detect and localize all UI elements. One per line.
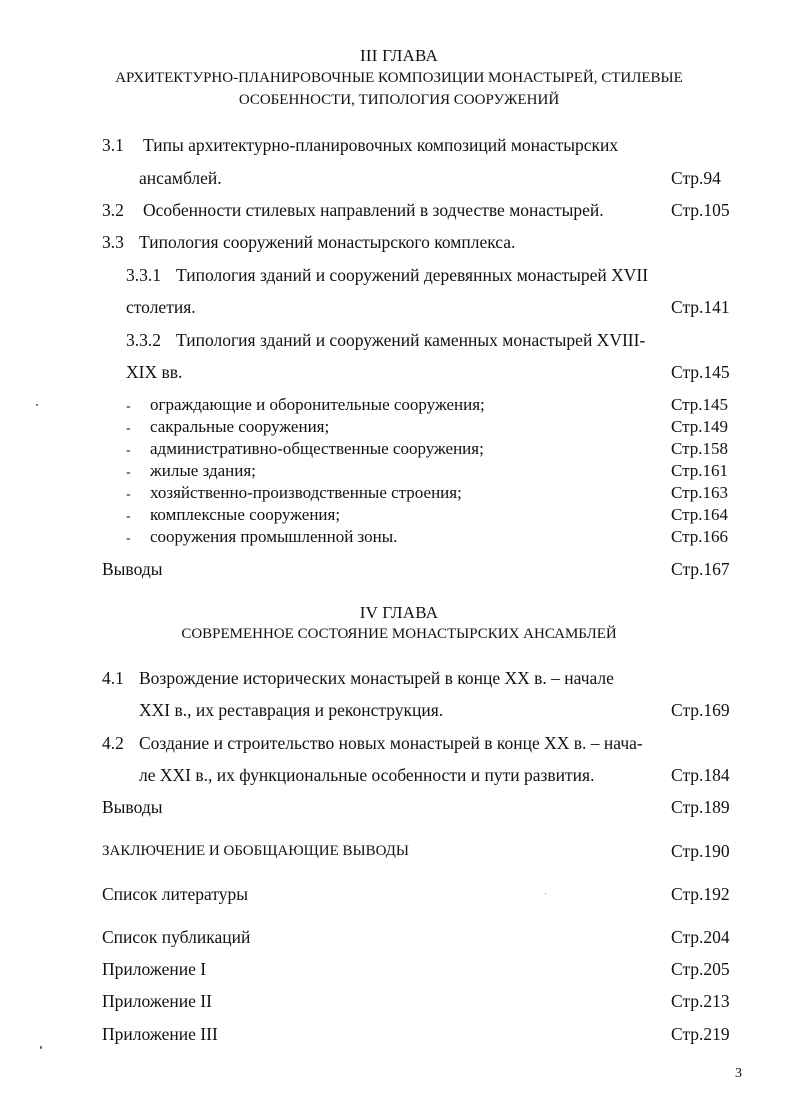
section-4-1-page: Стр.169 [671, 700, 730, 720]
list-item-page: Стр.158 [671, 439, 729, 458]
list-item-page: Стр.145 [671, 395, 729, 414]
bullet-dash: - [126, 487, 131, 502]
scan-speck [36, 404, 38, 406]
list-item: комплексные сооружения; [150, 505, 341, 524]
list-item: административно-общественные сооружения; [150, 439, 484, 458]
bullet-dash: - [126, 465, 131, 480]
section-3-1-number: 3.1 [102, 135, 124, 155]
publications-list-page: Стр.204 [671, 927, 730, 947]
section-3-3-1-number: 3.3.1 [126, 265, 161, 285]
section-3-3-title: Типология сооружений монастырского комплекса. [139, 232, 516, 252]
scan-speck [545, 893, 546, 894]
chapter-3-subtitle-line2: ОСОБЕННОСТИ, ТИПОЛОГИЯ СООРУЖЕНИЙ [238, 92, 560, 108]
page-number: 3 [735, 1066, 742, 1081]
appendix-1: Приложение I [102, 959, 207, 979]
final-conclusion: ЗАКЛЮЧЕНИЕ И ОБОБЩАЮЩИЕ ВЫВОДЫ [102, 843, 409, 859]
list-item: сооружения промышленной зоны. [150, 527, 398, 546]
chapter-3-title: III ГЛАВА [360, 46, 438, 65]
appendix-2-page: Стр.213 [671, 991, 730, 1011]
section-3-3-number: 3.3 [102, 232, 124, 252]
appendix-1-page: Стр.205 [671, 959, 730, 979]
section-3-3-1-page: Стр.141 [671, 297, 730, 317]
appendix-3-page: Стр.219 [671, 1024, 730, 1044]
scan-speck [40, 1046, 42, 1049]
section-4-1-title-line1: Возрождение исторических монастырей в конце XX в. – начале [139, 668, 614, 688]
list-item: хозяйственно-производственные строения; [150, 483, 462, 502]
chapter-4-title: IV ГЛАВА [359, 603, 439, 622]
list-item-page: Стр.166 [671, 527, 729, 546]
section-4-2-number: 4.2 [102, 733, 124, 753]
literature-list-page: Стр.192 [671, 884, 730, 904]
section-3-1-title-line2: ансамблей. [139, 168, 222, 188]
bullet-dash: - [126, 531, 131, 546]
list-item-page: Стр.161 [671, 461, 729, 480]
section-4-2-page: Стр.184 [671, 765, 730, 785]
bullet-dash: - [126, 421, 131, 436]
list-item: жилые здания; [150, 461, 256, 480]
section-3-3-2-page: Стр.145 [671, 362, 730, 382]
section-4-1-title-line2: XXI в., их реставрация и реконструкция. [139, 700, 444, 720]
bullet-dash: - [126, 443, 131, 458]
list-item-page: Стр.149 [671, 417, 729, 436]
final-conclusion-page: Стр.190 [671, 841, 730, 861]
chapter-3-conclusions: Выводы [102, 559, 163, 579]
section-3-3-2-title-line2: XIX вв. [126, 362, 183, 382]
section-3-3-1-title-line1: Типология зданий и сооружений деревянных монастырей XVII [176, 265, 649, 285]
bullet-dash: - [126, 399, 131, 414]
chapter-4-conclusions-page: Стр.189 [671, 797, 730, 817]
appendix-2: Приложение II [102, 991, 212, 1011]
section-3-1-title-line1: Типы архитектурно-планировочных композиций монастырских [143, 135, 619, 155]
section-3-3-2-number: 3.3.2 [126, 330, 161, 350]
section-3-3-1-title-line2: столетия. [126, 297, 196, 317]
publications-list: Список публикаций [102, 927, 251, 947]
list-item-page: Стр.164 [671, 505, 729, 524]
literature-list: Список литературы [102, 884, 249, 904]
list-item: сакральные сооружения; [150, 417, 330, 436]
chapter-3-subtitle-line1: АРХИТЕКТУРНО-ПЛАНИРОВОЧНЫЕ КОМПОЗИЦИИ МОНАСТЫРЕЙ, СТИЛЕВЫЕ [115, 70, 683, 86]
chapter-4-subtitle: СОВРЕМЕННОЕ СОСТОЯНИЕ МОНАСТЫРСКИХ АНСАМБЛЕЙ [181, 626, 617, 642]
section-4-2-title-line2: ле XXI в., их функциональные особенности и пути развития. [139, 765, 595, 785]
bullet-dash: - [126, 509, 131, 524]
section-3-2-title: Особенности стилевых направлений в зодчестве монастырей. [143, 200, 604, 220]
list-item: ограждающие и оборонительные сооружения; [150, 395, 485, 414]
chapter-4-conclusions: Выводы [102, 797, 163, 817]
chapter-3-conclusions-page: Стр.167 [671, 559, 730, 579]
section-3-1-page: Стр.94 [671, 168, 721, 188]
section-3-2-number: 3.2 [102, 200, 124, 220]
section-3-3-2-title-line1: Типология зданий и сооружений каменных монастырей XVIII- [176, 330, 646, 350]
section-4-1-number: 4.1 [102, 668, 124, 688]
section-4-2-title-line1: Создание и строительство новых монастырей в конце XX в. – нача- [139, 733, 643, 753]
appendix-3: Приложение III [102, 1024, 218, 1044]
section-3-2-page: Стр.105 [671, 200, 730, 220]
list-item-page: Стр.163 [671, 483, 729, 502]
